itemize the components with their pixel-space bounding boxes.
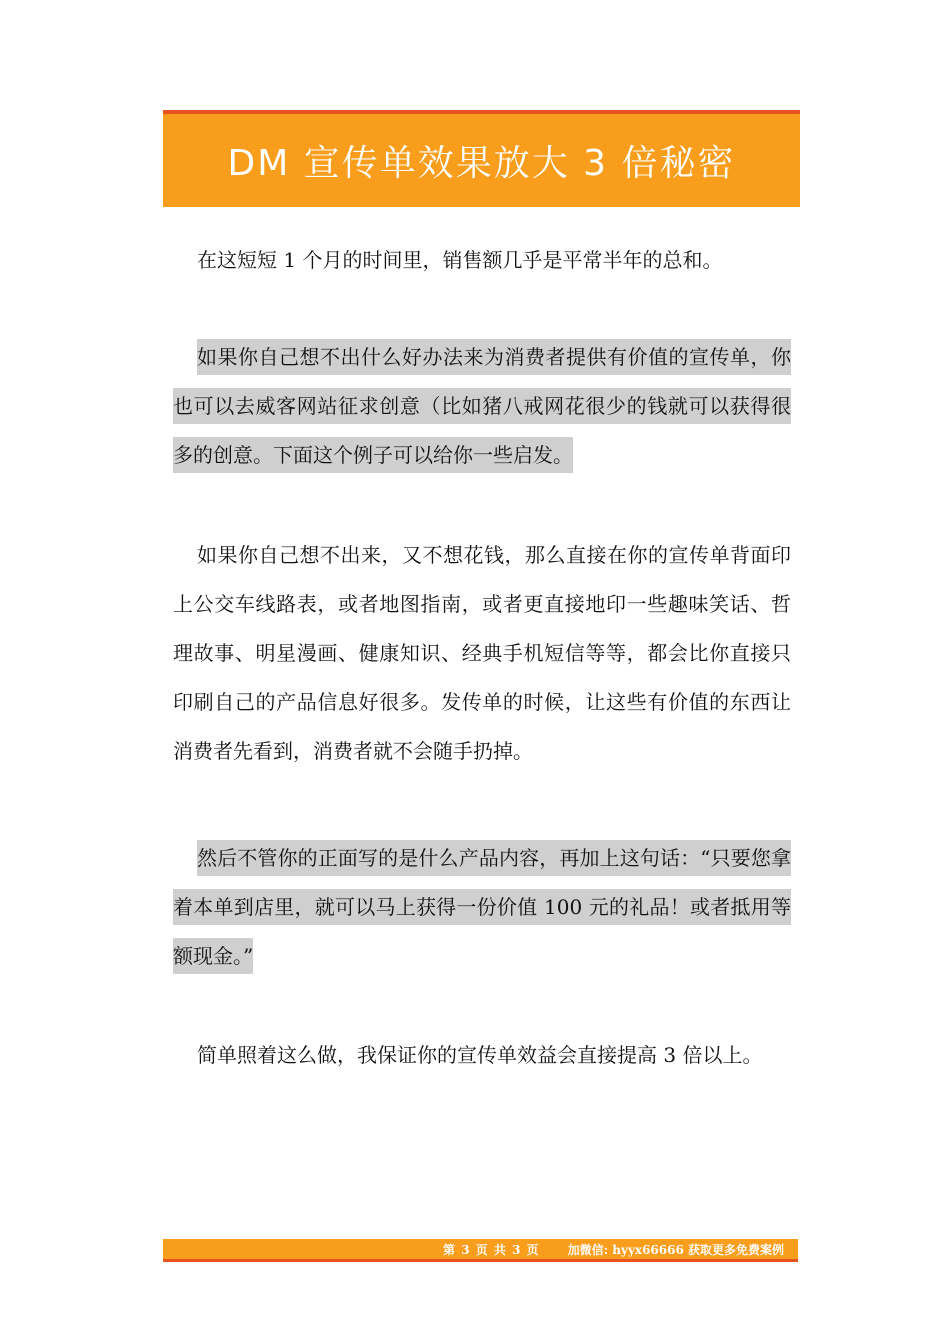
page-number: 第 3 页 共 3 页 (443, 1242, 540, 1257)
footer-promo: 加微信: hyyx66666 获取更多免费案例 (567, 1242, 784, 1257)
title-banner (163, 110, 800, 207)
paragraph-1 (173, 236, 791, 285)
page-footer (163, 1239, 798, 1262)
paragraph-3-text: 如果你自己想不出来，又不想花钱，那么直接在你的宣传单背面印上公交车线路表，或者地图指南，或者更直接地印一些趣味笑话、哲理故事、明星漫画、健康知识、经典手机短信等等，都会比你直接只印刷自己的产品信息好很多。发传单的时候，让这些有价值的东西让消费者先看到，消费者就不会随手扔掉。 (173, 543, 791, 763)
paragraph-3 (173, 531, 791, 776)
paragraph-4-text: 然后不管你的正面写的是什么产品内容，再加上这句话：“只要您拿着本单到店里，就可以马上获得一份价值 100 元的礼品！或者抵用等额现金。” (173, 840, 791, 974)
paragraph-1-text: 在这短短 1 个月的时间里，销售额几乎是平常半年的总和。 (197, 248, 723, 272)
paragraph-2-text: 如果你自己想不出什么好办法来为消费者提供有价值的宣传单，你也可以去威客网站征求创意（比如猪八戒网花很少的钱就可以获得很多的创意。下面这个例子可以给你一些启发。 (173, 339, 791, 473)
paragraph-5 (173, 1031, 791, 1080)
paragraph-5-text: 简单照着这么做，我保证你的宣传单效益会直接提高 3 倍以上。 (197, 1043, 763, 1067)
document-title: DM 宣传单效果放大 3 倍秘密 (227, 143, 736, 184)
paragraph-2-highlighted (173, 333, 791, 480)
paragraph-4-highlighted (173, 834, 791, 981)
